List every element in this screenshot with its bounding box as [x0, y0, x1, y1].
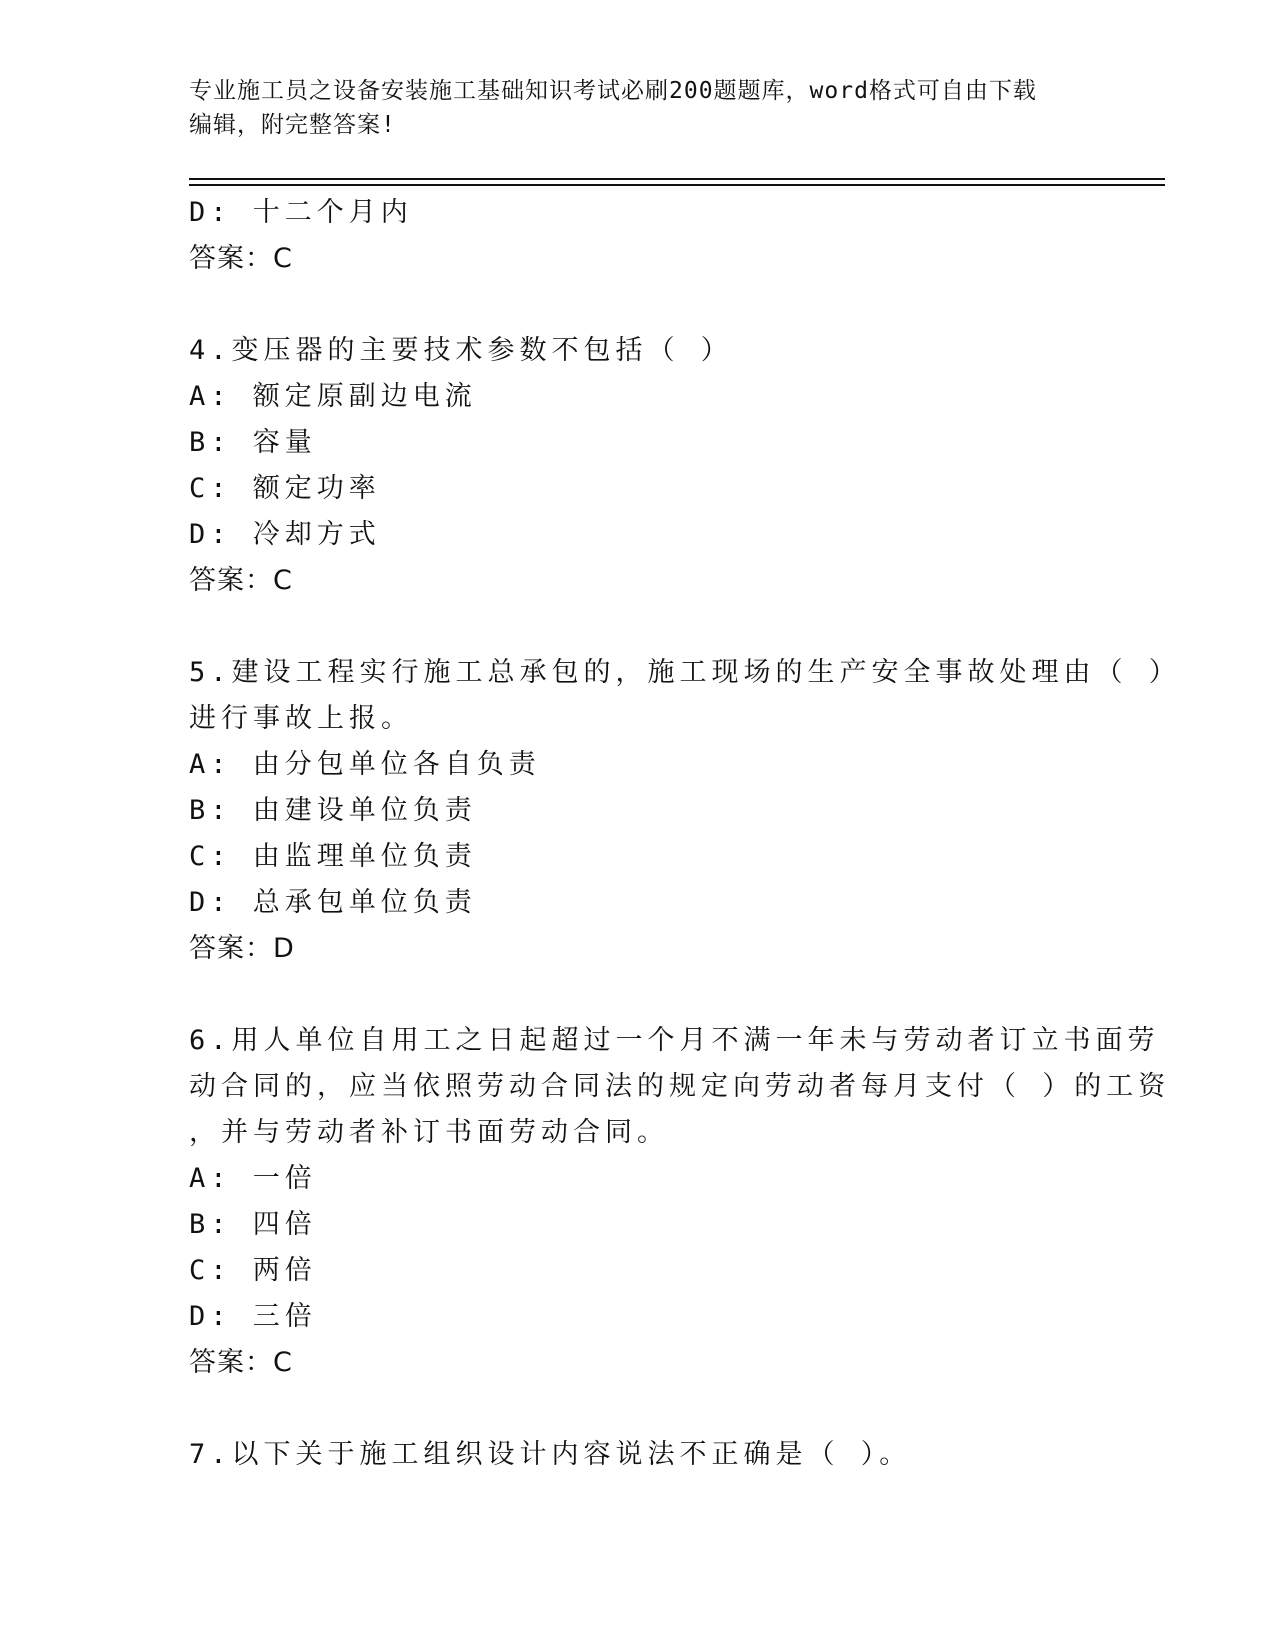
question-4-option-a: A: 额定原副边电流: [189, 381, 477, 412]
question-5-text-line-2: 进行事故上报。: [189, 703, 413, 734]
question-5-option-c: C: 由监理单位负责: [189, 841, 477, 872]
prev-question-answer: 答案：C: [189, 243, 293, 274]
question-4-text: 4.变压器的主要技术参数不包括（ ）: [189, 335, 733, 366]
question-4-option-c: C: 额定功率: [189, 473, 381, 504]
question-7-text: 7.以下关于施工组织设计内容说法不正确是（ ）。: [189, 1439, 912, 1470]
question-4-option-d: D: 冷却方式: [189, 519, 381, 550]
header-divider-bottom: [189, 184, 1165, 186]
question-4-option-b: B: 容量: [189, 427, 317, 458]
question-5-option-a: A: 由分包单位各自负责: [189, 749, 541, 780]
question-list: [189, 190, 1181, 1478]
header-divider-top: [189, 178, 1165, 180]
header-title-line-1: 专业施工员之设备安装施工基础知识考试必刷200题题库，word格式可自由下载: [189, 78, 1037, 104]
question-6-option-d: D: 三倍: [189, 1301, 317, 1332]
question-4-answer: 答案：C: [189, 565, 293, 596]
question-6-answer: 答案：C: [189, 1347, 293, 1378]
question-6-text-line-2: 动合同的，应当依照劳动合同法的规定向劳动者每月支付（ ）的工资: [189, 1071, 1171, 1102]
question-6-option-c: C: 两倍: [189, 1255, 317, 1286]
question-6-option-a: A: 一倍: [189, 1163, 317, 1194]
spacer: [189, 604, 1089, 650]
question-5-option-b: B: 由建设单位负责: [189, 795, 477, 826]
question-5-text-line-1: 5.建设工程实行施工总承包的，施工现场的生产安全事故处理由（ ）: [189, 657, 1181, 688]
question-5-option-d: D: 总承包单位负责: [189, 887, 477, 918]
question-6-text-line-1: 6.用人单位自用工之日起超过一个月不满一年未与劳动者订立书面劳: [189, 1025, 1160, 1056]
question-6-text-line-3: ，并与劳动者补订书面劳动合同。: [189, 1117, 669, 1148]
question-5-answer: 答案：D: [189, 933, 295, 964]
prev-question-option-d: D: 十二个月内: [189, 197, 413, 228]
document-header: [189, 74, 1089, 142]
spacer: [189, 1386, 1089, 1432]
spacer: [189, 282, 1089, 328]
question-6-option-b: B: 四倍: [189, 1209, 317, 1240]
spacer: [189, 972, 1089, 1018]
header-title-line-2: 编辑，附完整答案!: [189, 112, 396, 138]
